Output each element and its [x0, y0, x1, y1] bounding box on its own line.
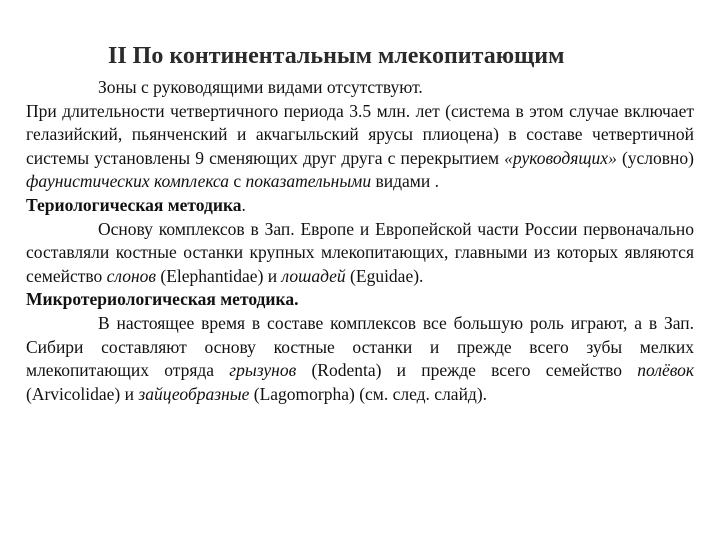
- text-span: В настоящее время в составе комплексов все большую роль играют, а в Зап. Сибири составляют основу костные останки и прежде всего зубы мелких млекопитающих отряда: [26, 312, 694, 381]
- paragraph-large-mammals: [26, 218, 694, 289]
- text-span: .: [241, 194, 246, 215]
- italic-leading: «руководящих»: [504, 147, 617, 168]
- italic-rodents: грызунов: [229, 360, 297, 381]
- slide-body: [26, 76, 694, 406]
- heading-theriological: Териологическая методика: [26, 194, 242, 215]
- text-span: (Elephantidae) и: [156, 265, 282, 286]
- section-heading-theriological: [26, 194, 694, 218]
- italic-indicative: показательными: [245, 171, 372, 192]
- text-span: (Eguidae).: [345, 265, 424, 286]
- text-span: (условно): [616, 147, 694, 168]
- text-span: с: [228, 171, 246, 192]
- text-span: (Arvicolidae) и: [26, 383, 139, 404]
- text-span: Основу комплексов в Зап. Европе и Европейской части России первоначально составляли костные останки крупных млекопитающих, главными из которых являются семейство: [26, 218, 694, 286]
- italic-faunal-complexes: фаунистических комплекса: [26, 171, 229, 192]
- italic-elephants: слонов: [106, 265, 157, 286]
- paragraph-zones: Зоны с руководящими видами отсутствуют.: [98, 77, 423, 97]
- paragraph-quaternary: [26, 100, 694, 194]
- text-span: При длительности четвертичного периода 3.5 млн. лет (система в этом случае включает гелазийский, пьянченский и акчагыльский ярусы плиоцена) в составе четвертичной системы установлены 9 сменяющих друг друга с перекрытием: [26, 100, 694, 168]
- italic-horses: лошадей: [281, 265, 346, 286]
- text-span: (Rodenta) и прежде всего семейство: [296, 360, 638, 381]
- text-span: (Lagomorpha) (см. след. слайд).: [249, 383, 488, 404]
- paragraph-small-mammals: [26, 312, 694, 406]
- text-span: видами .: [371, 171, 439, 192]
- italic-voles: полёвок: [637, 360, 695, 381]
- heading-microtheriological: Микротериологическая методика.: [26, 289, 299, 310]
- italic-lagomorphs: зайцеобразные: [138, 383, 250, 404]
- slide-title: II По континентальным млекопитающим: [108, 43, 565, 69]
